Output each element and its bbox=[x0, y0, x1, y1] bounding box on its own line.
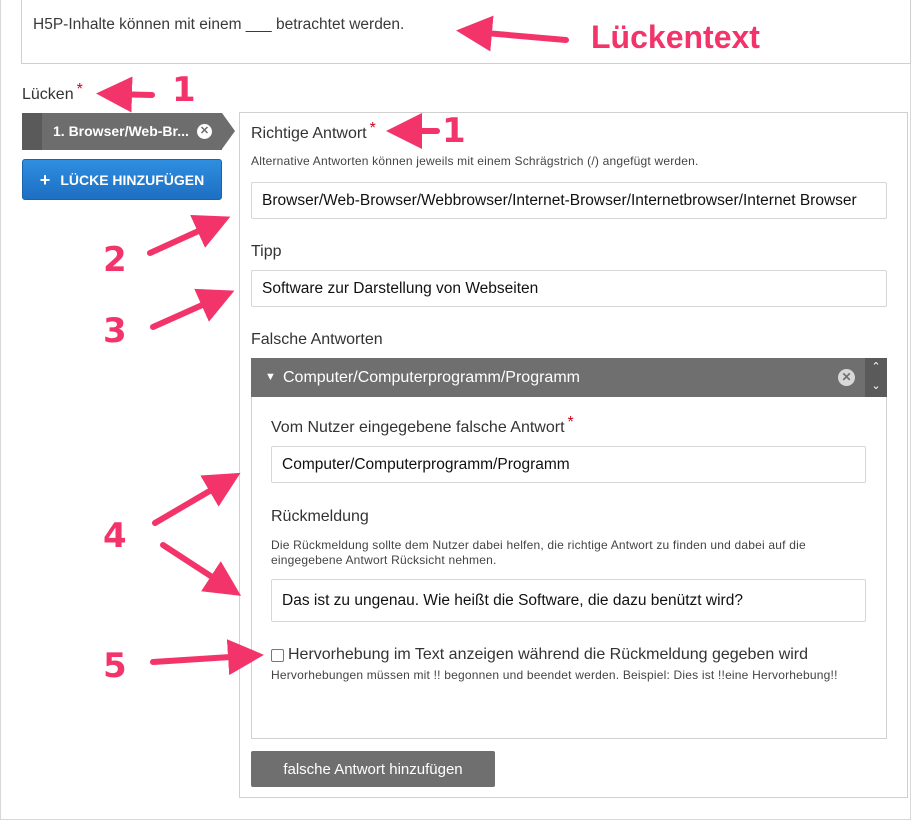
required-marker: * bbox=[76, 81, 83, 98]
annotation-number-2: 2 bbox=[103, 240, 127, 280]
required-marker: * bbox=[369, 120, 376, 137]
gaps-label bbox=[22, 81, 83, 104]
annotation-number-3: 3 bbox=[103, 311, 127, 351]
correct-answer-description: Alternative Antworten können jeweils mit einem Schrägstrich (/) angefügt werden. bbox=[251, 154, 699, 168]
add-gap-button[interactable] bbox=[22, 159, 222, 200]
add-gap-label: LÜCKE HINZUFÜGEN bbox=[60, 171, 205, 188]
wrong-answer-input-label bbox=[271, 414, 574, 437]
collapse-icon[interactable]: ▼ bbox=[265, 371, 276, 383]
gaps-label-text: Lücken bbox=[22, 86, 74, 103]
highlight-checkbox[interactable] bbox=[271, 649, 284, 662]
annotation-number-4: 4 bbox=[103, 516, 127, 556]
tip-label: Tipp bbox=[251, 243, 282, 260]
annotation-number-1: 1 bbox=[172, 70, 196, 110]
highlight-checkbox-label[interactable]: Hervorhebung im Text anzeigen während die Rückmeldung gegeben wird bbox=[288, 646, 809, 663]
correct-answer-label-text: Richtige Antwort bbox=[251, 125, 367, 142]
feedback-input[interactable]: Das ist zu ungenau. Wie heißt die Software, die dazu benützt wird? bbox=[271, 579, 866, 622]
move-down-icon[interactable]: ⌄ bbox=[871, 380, 881, 392]
text-preview bbox=[21, 0, 911, 64]
annotation-number-5: 5 bbox=[103, 646, 127, 686]
wrong-answers-label: Falsche Antworten bbox=[251, 331, 383, 348]
wrong-answer-title: Computer/Computerprogramm/Programm bbox=[283, 369, 580, 386]
correct-answer-label bbox=[251, 120, 376, 143]
drag-handle[interactable] bbox=[22, 113, 42, 150]
feedback-description: Die Rückmeldung sollte dem Nutzer dabei helfen, die richtige Antwort zu finden und dabei auf die eingegebene Antwort Rücksicht nehmen. bbox=[271, 538, 806, 567]
correct-answer-input[interactable]: Browser/Web-Browser/Webbrowser/Internet-Browser/Internetbrowser/Internet Browser bbox=[251, 182, 887, 219]
annotation-number-1b: 1 bbox=[442, 111, 466, 151]
feedback-label: Rückmeldung bbox=[271, 508, 369, 525]
gap-tab-label: 1. Browser/Web-Br... bbox=[53, 123, 189, 139]
move-up-icon[interactable]: ⌃ bbox=[871, 361, 881, 373]
annotation-title: Lückentext bbox=[591, 19, 760, 55]
gap-tab-1[interactable] bbox=[22, 113, 222, 150]
wrong-answer-header[interactable] bbox=[251, 358, 887, 397]
text-preview-content: H5P-Inhalte können mit einem ___ betrachtet werden. bbox=[33, 16, 405, 33]
wrong-answer-input[interactable]: Computer/Computerprogramm/Programm bbox=[271, 446, 866, 483]
tip-input[interactable]: Software zur Darstellung von Webseiten bbox=[251, 270, 887, 307]
remove-gap-icon[interactable]: ✕ bbox=[197, 124, 212, 139]
remove-wrong-answer-icon[interactable]: ✕ bbox=[838, 369, 855, 386]
plus-icon: + bbox=[39, 169, 51, 190]
highlight-description: Hervorhebungen müssen mit !! begonnen und beendet werden. Beispiel: Dies ist !!eine Hervorhebung!! bbox=[271, 668, 838, 682]
wrong-answer-input-label-text: Vom Nutzer eingegebene falsche Antwort bbox=[271, 419, 565, 436]
reorder-control[interactable] bbox=[865, 358, 887, 397]
add-wrong-answer-button[interactable]: falsche Antwort hinzufügen bbox=[251, 751, 495, 787]
required-marker: * bbox=[567, 414, 574, 431]
